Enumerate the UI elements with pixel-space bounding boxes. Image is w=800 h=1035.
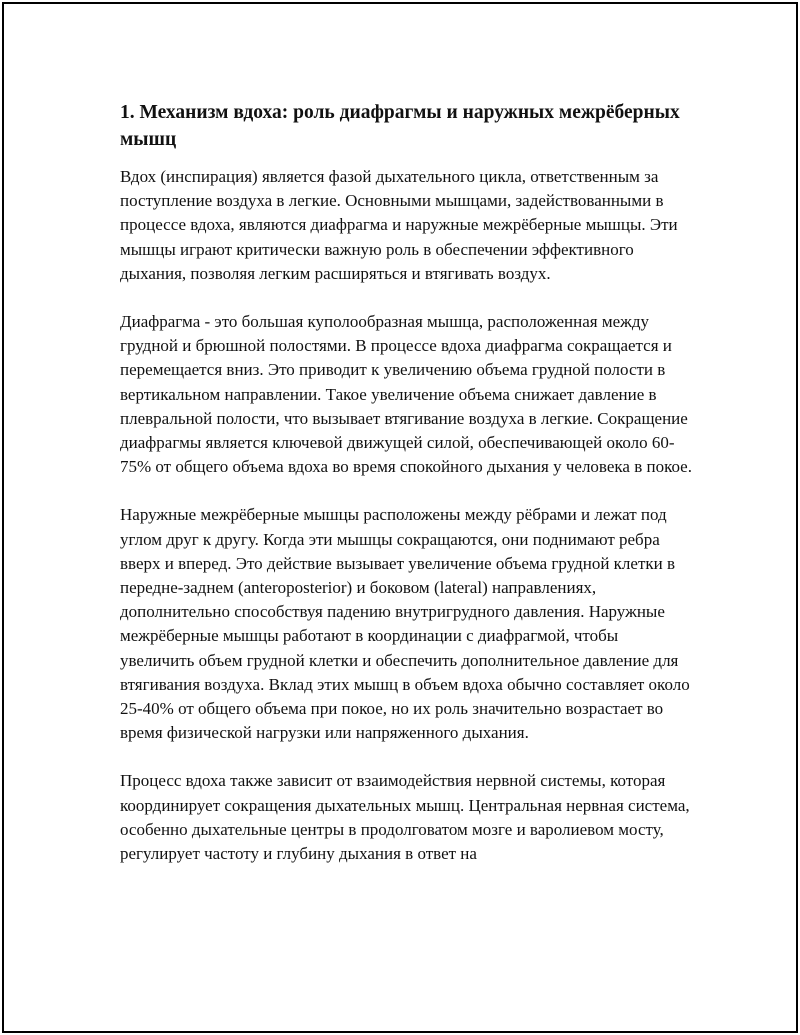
paragraph-nervous-system: Процесс вдоха также зависит от взаимодействия нервной системы, которая координирует сокращения дыхательных мышц. Центральная нервная система, особенно дыхательные центры в продолговатом мозге и варолиевом мосту, регулирует частоту и глубину дыхания в ответ на [120, 771, 690, 864]
paragraph-diaphragm: Диафрагма - это большая куполообразная мышца, расположенная между грудной и брюшной полостями. В процессе вдоха диафрагма сокращается и перемещается вниз. Это приводит к увеличению объема грудной полости в вертикальном направлении. Такое увеличение объема снижает давление в плевральной полости, что вызывает втягивание воздуха в легкие. Сокращение диафрагмы является ключевой движущей силой, обеспечивающей около 60-75% от общего объема вдоха во время спокойного дыхания у человека в покое. [120, 312, 692, 477]
section-heading: 1. Механизм вдоха: роль диафрагмы и наружных межрёберных мышц [120, 102, 680, 150]
document-page [2, 2, 798, 1033]
paragraph-external-intercostals: Наружные межрёберные мышцы расположены между рёбрами и лежат под углом друг к другу. Когда эти мышцы сокращаются, они поднимают ребра вверх и вперед. Это действие вызывает увеличение объема грудной клетки в передне-заднем (anteroposterior) и боковом (lateral) направлениях, дополнительно способствуя падению внутригрудного давления. Наружные межрёберные мышцы работают в координации с диафрагмой, чтобы увеличить объем грудной клетки и обеспечить дополнительное давление для втягивания воздуха. Вклад этих мышц в объем вдоха обычно составляет около 25-40% от общего объема при покое, но их роль значительно возрастает во время физической нагрузки или напряженного дыхания. [120, 505, 690, 743]
paragraph-inspiration-intro: Вдох (инспирация) является фазой дыхательного цикла, ответственным за поступление воздуха в легкие. Основными мышцами, задействованными в процессе вдоха, являются диафрагма и наружные межрёберные мышцы. Эти мышцы играют критически важную роль в обеспечении эффективного дыхания, позволяя легким расширяться и втягивать воздух. [120, 167, 678, 283]
document-body [120, 99, 692, 890]
